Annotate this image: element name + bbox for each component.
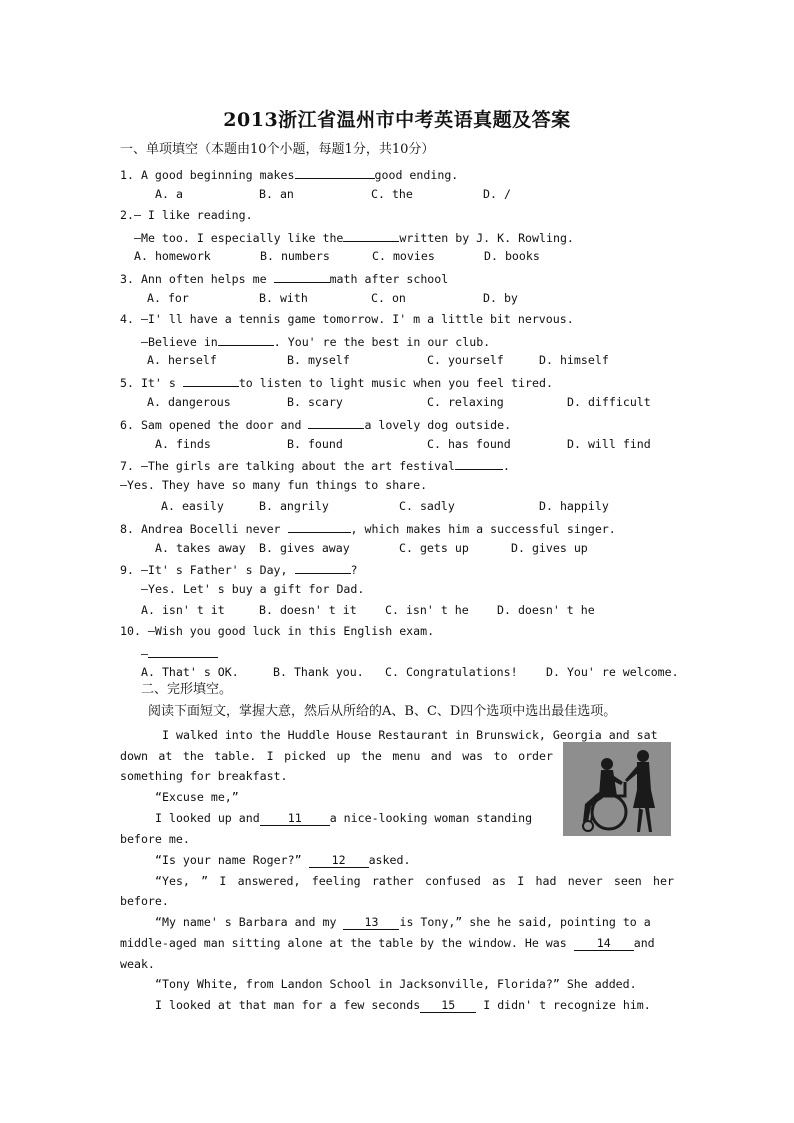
q7-stem-end: . — [503, 459, 511, 473]
q7-stem-start: 7. —The girls are talking about the art festival — [120, 459, 456, 473]
passage-line: “Tony White, from Landon School in Jacksonville, Florida?” She added. — [155, 977, 637, 991]
passage-text: I looked at that man for a few seconds — [155, 998, 421, 1012]
q5-stem-start: 5. It' s — [120, 376, 176, 390]
q8-stem-start: 8. Andrea Bocelli never — [120, 522, 281, 536]
option-c: C. relaxing — [427, 395, 504, 409]
q10-dash: — — [141, 647, 148, 661]
question-9-line1 — [120, 561, 358, 577]
option-b: B. an — [259, 187, 294, 201]
section2-instruction: 阅读下面短文，掌握大意，然后从所给的A、B、C、D四个选项中选出最佳选项。 — [148, 704, 617, 719]
blank-13: 13 — [343, 915, 399, 930]
option-b: B. scary — [287, 395, 343, 409]
q9-stem-end: ? — [350, 563, 358, 577]
answer-blank — [183, 374, 239, 387]
passage-line — [155, 811, 532, 826]
answer-blank — [288, 520, 351, 533]
blank-11: 11 — [260, 811, 330, 826]
question-4-line2 — [141, 333, 490, 349]
option-c: C. yourself — [427, 353, 504, 367]
option-b: B. gives away — [259, 541, 350, 555]
option-b: B. with — [259, 291, 308, 305]
answer-blank — [218, 333, 274, 346]
option-c: C. sadly — [399, 499, 455, 513]
option-d: D. books — [484, 249, 540, 263]
option-a: A. That' s OK. — [141, 665, 239, 679]
passage-line — [155, 915, 651, 930]
question-2-line1: 2.— I like reading. — [120, 208, 253, 222]
option-c: C. on — [371, 291, 406, 305]
passage-text: I didn' t recognize him. — [483, 998, 651, 1012]
passage-text: is Tony,” she he said, pointing to a — [399, 915, 651, 929]
option-b: B. Thank you. — [273, 665, 364, 679]
option-d: D. difficult — [567, 395, 651, 409]
option-b: B. angrily — [259, 499, 329, 513]
question-1 — [120, 166, 458, 182]
passage-line: before me. — [120, 832, 190, 846]
option-a: A. easily — [161, 499, 224, 513]
option-c: C. has found — [427, 437, 511, 451]
passage-line: weak. — [120, 957, 155, 971]
option-a: A. herself — [147, 353, 217, 367]
passage-line: “Excuse me,” — [155, 790, 239, 804]
passage-line: “Yes, ” I answered, feeling rather confused as I had never seen her — [155, 874, 674, 888]
answer-blank — [274, 270, 330, 283]
option-a: A. homework — [134, 249, 211, 263]
option-d: D. doesn' t he — [497, 603, 595, 617]
question-4-line1: 4. —I' ll have a tennis game tomorrow. I' m a little bit nervous. — [120, 312, 574, 326]
q4-stem-start: —Believe in — [141, 335, 218, 349]
blank-12: 12 — [309, 853, 369, 868]
q8-stem-end: , which makes him a successful singer. — [350, 522, 616, 536]
answer-blank — [308, 416, 364, 429]
option-d: D. gives up — [511, 541, 588, 555]
q2-stem-end: written by J. K. Rowling. — [399, 231, 574, 245]
q4-stem-end: . You' re the best in our club. — [273, 335, 491, 349]
question-3 — [120, 270, 448, 286]
option-b: B. found — [287, 437, 343, 451]
answer-blank — [148, 645, 218, 658]
option-d: D. You' re welcome. — [546, 665, 679, 679]
passage-line: something for breakfast. — [120, 769, 288, 783]
question-10-line1: 10. —Wish you good luck in this English exam. — [120, 624, 435, 638]
question-2-line2 — [134, 229, 574, 245]
q1-stem-start: 1. A good beginning makes — [120, 168, 295, 182]
passage-line: I walked into the Huddle House Restaurant in Brunswick, Georgia and sat — [162, 728, 658, 742]
passage-line — [120, 936, 655, 951]
passage-line — [155, 853, 410, 868]
option-c: C. Congratulations! — [385, 665, 518, 679]
option-a: A. takes away — [155, 541, 246, 555]
q6-stem-start: 6. Sam opened the door and — [120, 418, 302, 432]
passage-text: “My name' s Barbara and my — [155, 915, 337, 929]
blank-15: 15 — [420, 998, 476, 1013]
wheelchair-illustration — [563, 742, 671, 836]
option-a: A. dangerous — [147, 395, 231, 409]
question-10-line2 — [141, 645, 218, 661]
q9-stem-start: 9. —It' s Father' s Day, — [120, 563, 288, 577]
option-c: C. gets up — [399, 541, 469, 555]
q3-stem-end: math after school — [329, 272, 449, 286]
passage-text: “Is your name Roger?” — [155, 853, 302, 867]
question-6 — [120, 416, 511, 432]
option-d: D. will find — [567, 437, 651, 451]
section2-heading: 二、完形填空。 — [141, 682, 233, 697]
passage-line: before. — [120, 894, 169, 908]
answer-blank — [295, 166, 375, 179]
question-7-line2: —Yes. They have so many fun things to share. — [120, 478, 428, 492]
option-b: B. numbers — [260, 249, 330, 263]
passage-text: and — [633, 936, 655, 950]
question-8 — [120, 520, 616, 536]
answer-blank — [455, 457, 503, 470]
question-9-line2: —Yes. Let' s buy a gift for Dad. — [141, 582, 365, 596]
option-b: B. myself — [287, 353, 350, 367]
option-a: A. finds — [155, 437, 211, 451]
answer-blank — [343, 229, 399, 242]
passage-line: down at the table. I picked up the menu and was to order — [120, 749, 553, 763]
q3-stem-start: 3. Ann often helps me — [120, 272, 267, 286]
option-a: A. isn' t it — [141, 603, 225, 617]
option-d: D. himself — [539, 353, 609, 367]
blank-14: 14 — [574, 936, 634, 951]
passage-text: I looked up and — [155, 811, 260, 825]
option-a: A. for — [147, 291, 189, 305]
q2-stem-start: —Me too. I especially like the — [134, 231, 344, 245]
passage-line — [155, 998, 651, 1013]
option-a: A. a — [155, 187, 183, 201]
section1-heading: 一、单项填空（本题由10个小题，每题1分，共10分） — [120, 142, 435, 157]
q5-stem-end: to listen to light music when you feel tired. — [238, 376, 553, 390]
option-b: B. doesn' t it — [259, 603, 357, 617]
option-d: D. / — [483, 187, 511, 201]
question-5 — [120, 374, 553, 390]
passage-text: asked. — [368, 853, 411, 867]
q6-stem-end: a lovely dog outside. — [364, 418, 512, 432]
option-d: D. happily — [539, 499, 609, 513]
passage-text: a nice-looking woman standing — [329, 811, 533, 825]
page-title: 2013浙江省温州市中考英语真题及答案 — [223, 109, 571, 131]
option-c: C. isn' t he — [385, 603, 469, 617]
question-7-line1 — [120, 457, 510, 473]
option-c: C. the — [371, 187, 413, 201]
option-c: C. movies — [372, 249, 435, 263]
passage-text: middle-aged man sitting alone at the table by the window. He was — [120, 936, 567, 950]
q1-stem-end: good ending. — [374, 168, 459, 182]
answer-blank — [295, 561, 351, 574]
option-d: D. by — [483, 291, 518, 305]
